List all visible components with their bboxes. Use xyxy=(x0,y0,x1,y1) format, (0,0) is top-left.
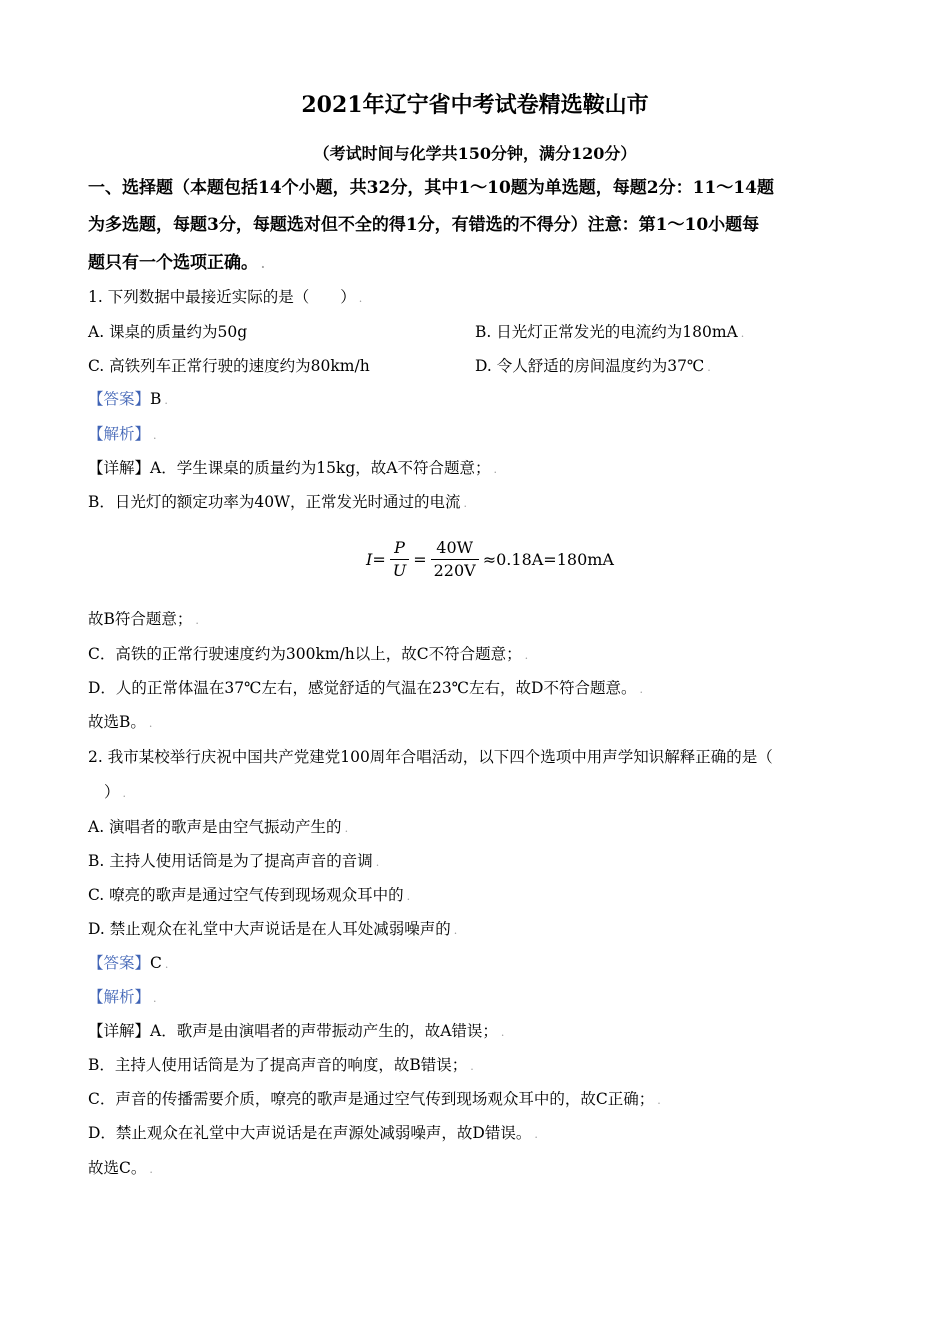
q1-option-b: B. 日光灯正常发光的电流约为180mA . xyxy=(475,323,745,341)
q2-option-a: A. 演唱者的歌声是由空气振动产生的 . xyxy=(88,818,349,836)
q1-detail-a: 【详解】A．学生课桌的质量约为15kg，故A不符合题意； . xyxy=(88,459,497,477)
q1-stem: 1. 下列数据中最接近实际的是（ ） . xyxy=(88,288,363,306)
answer-label: 【答案】 xyxy=(88,954,151,972)
q2-option-c: C. 嘹亮的歌声是通过空气传到现场观众耳中的 . xyxy=(88,886,411,904)
formula-fraction-pu: $\frac{P}{U}$ xyxy=(390,537,409,582)
q2-answer: 【答案】C . xyxy=(88,954,169,972)
q2-analysis-label: 【解析】 . xyxy=(88,988,157,1006)
q2-stem-line-2: ） . xyxy=(104,783,127,801)
q2-detail-b: B．主持人使用话筒是为了提高声音的响度，故B错误； . xyxy=(88,1056,474,1074)
q2-detail-c: C．声音的传播需要介质，嘹亮的歌声是通过空气传到现场观众耳中的，故C正确； . xyxy=(88,1090,661,1108)
q1-detail-b: B．日光灯的额定功率为40W，正常发光时通过的电流 . xyxy=(88,493,468,511)
q2-detail-a: 【详解】A．歌声是由演唱者的声带振动产生的，故A错误； . xyxy=(88,1022,505,1040)
q1-option-c: C. 高铁列车正常行驶的速度约为80km/h xyxy=(88,357,370,375)
q2-detail-d: D．禁止观众在礼堂中大声说话是在声源处减弱噪声，故D错误。 . xyxy=(88,1124,538,1142)
formula-fraction-values: $\frac{40W}{220V}$ xyxy=(431,537,479,582)
section-heading-line-2: 为多选题，每题3分，每题选对但不全的得1分，有错选的不得分）注意：第1～10小题每 xyxy=(88,215,760,235)
q1-detail-c: C．高铁的正常行驶速度约为300km/h以上，故C不符合题意； . xyxy=(88,645,529,663)
page-title: 2021年辽宁省中考试卷精选鞍山市 xyxy=(301,92,649,118)
q1-answer: 【答案】B . xyxy=(88,390,168,408)
current-formula xyxy=(366,534,614,584)
q2-conclusion: 故选C。 . xyxy=(88,1159,153,1177)
detail-label: 【详解】 xyxy=(88,459,151,477)
answer-label: 【答案】 xyxy=(88,390,151,408)
q2-stem-line-1: 2. 我市某校举行庆祝中国共产党建党100周年合唱活动，以下四个选项中用声学知识解释正确的是（ xyxy=(88,748,773,766)
page-subtitle: （考试时间与化学共150分钟，满分120分） xyxy=(313,144,637,163)
q1-detail-b-conclusion: 故B符合题意； . xyxy=(88,610,199,628)
q1-detail-d: D．人的正常体温在37℃左右，感觉舒适的气温在23℃左右，故D不符合题意。 . xyxy=(88,679,643,697)
q2-option-b: B. 主持人使用话筒是为了提高声音的音调 . xyxy=(88,852,380,870)
formula-equals: = xyxy=(413,549,427,569)
formula-result: ≈0.18A=180mA xyxy=(482,549,614,569)
q2-option-d: D. 禁止观众在礼堂中大声说话是在人耳处减弱噪声的 . xyxy=(88,920,458,938)
q1-conclusion: 故选B。 . xyxy=(88,713,153,731)
q1-option-a: A. 课桌的质量约为50g xyxy=(88,323,248,341)
q1-option-d: D. 令人舒适的房间温度约为37℃ . xyxy=(475,357,711,375)
section-heading-line-1: 一、选择题（本题包括14个小题，共32分，其中1～10题为单选题，每题2分：11～14题 xyxy=(88,178,774,198)
detail-label: 【详解】 xyxy=(88,1022,151,1040)
section-heading-line-3: 题只有一个选项正确。 . xyxy=(88,253,265,273)
q1-analysis-label: 【解析】 . xyxy=(88,425,157,443)
formula-lhs: I= xyxy=(366,549,386,569)
